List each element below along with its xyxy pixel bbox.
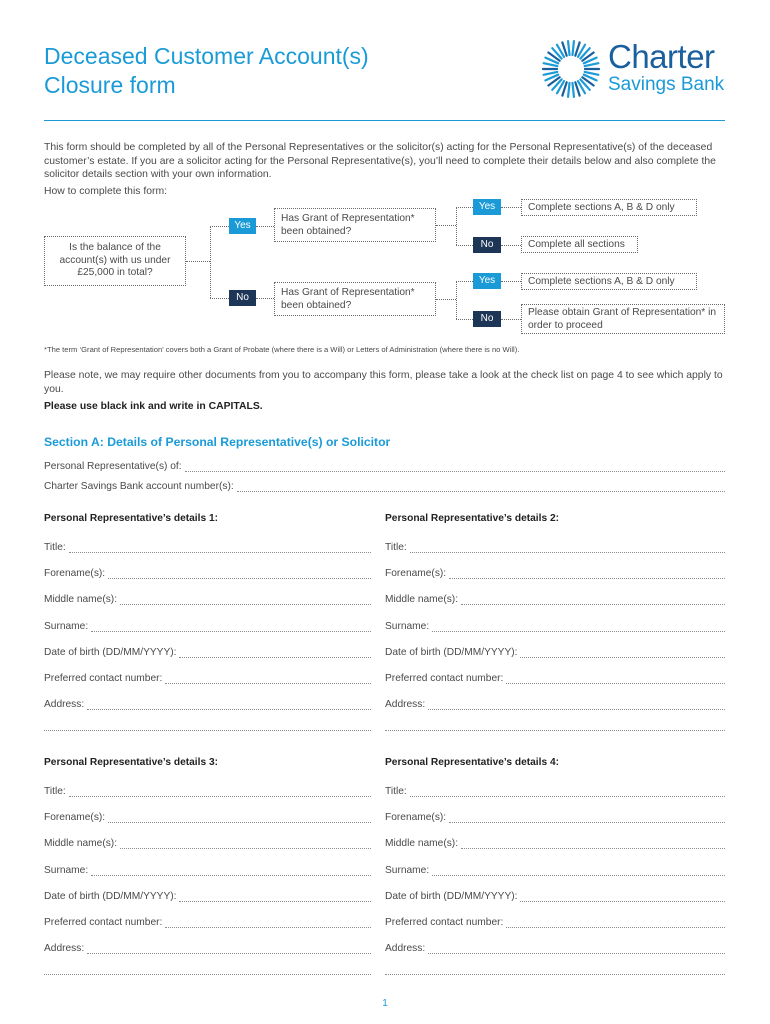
pr4-forenames-line[interactable] (449, 812, 725, 823)
outcome-bottom-no-text: Please obtain Grant of Representation* in order to proceed (528, 307, 717, 331)
pr2-middle-line[interactable] (461, 594, 725, 605)
pr2-forenames-line[interactable] (449, 568, 725, 579)
pr1-dob-line[interactable] (179, 647, 371, 658)
pr4-address-line-2[interactable] (385, 974, 725, 975)
yes-badge-grant-top: Yes (473, 199, 501, 215)
pr2-surname-field[interactable] (385, 618, 725, 632)
pr1-contact-label: Preferred contact number: (44, 673, 163, 684)
pr-of-field[interactable] (44, 458, 725, 472)
question-grant-bottom-text: Has Grant of Representation* been obtained? (281, 287, 415, 311)
pr2-middle-field[interactable] (385, 591, 725, 605)
connector (186, 261, 210, 262)
pr4-dob-field[interactable] (385, 888, 725, 902)
connector (456, 245, 473, 246)
pr2-contact-label: Preferred contact number: (385, 673, 504, 684)
pr4-address-field[interactable] (385, 940, 725, 954)
pr4-title-line[interactable] (410, 786, 725, 797)
pr3-address-line-2[interactable] (44, 974, 371, 975)
no-badge-balance: No (229, 290, 256, 306)
connector (436, 299, 456, 300)
bank-logo (540, 38, 730, 102)
pr1-surname-field[interactable] (44, 618, 371, 632)
pr2-surname-line[interactable] (432, 621, 725, 632)
pr1-address-field[interactable] (44, 696, 371, 710)
logo-text-charter: Charter (608, 38, 715, 75)
pr3-dob-field[interactable] (44, 888, 371, 902)
grant-footnote: *The term ‘Grant of Representation’ covers both a Grant of Probate (where there is a Will) or Letters of Administration (where there is no Will). (44, 345, 520, 354)
pr-of-line[interactable] (185, 461, 725, 472)
pr4-middle-line[interactable] (461, 838, 725, 849)
no-badge-grant-bottom: No (473, 311, 501, 327)
connector (501, 319, 521, 320)
question-grant-bottom-box (274, 282, 436, 316)
pr4-contact-label: Preferred contact number: (385, 917, 504, 928)
pr3-forenames-field[interactable] (44, 809, 371, 823)
pr4-middle-field[interactable] (385, 835, 725, 849)
pr4-title-field[interactable] (385, 783, 725, 797)
question-grant-top-text: Has Grant of Representation* been obtained? (281, 213, 415, 237)
pr2-address-label: Address: (385, 699, 426, 711)
connector (501, 207, 521, 208)
connector (456, 281, 457, 319)
pr-details-1-heading: Personal Representative’s details 1: (44, 513, 219, 524)
pr3-contact-line[interactable] (165, 917, 371, 928)
pr3-title-label: Title: (44, 786, 66, 797)
sunburst-ray (572, 41, 573, 55)
pr3-surname-field[interactable] (44, 862, 371, 876)
logo-text-savings-bank: Savings Bank (608, 74, 725, 95)
sunburst-icon (540, 38, 602, 100)
connector (256, 298, 274, 299)
connector (456, 207, 457, 245)
pr1-forenames-line[interactable] (108, 568, 371, 579)
no-badge-grant-top: No (473, 237, 501, 253)
pr1-forenames-field[interactable] (44, 565, 371, 579)
pr1-middle-field[interactable] (44, 591, 371, 605)
pr3-surname-line[interactable] (91, 865, 371, 876)
sunburst-ray (544, 63, 558, 66)
pr2-forenames-field[interactable] (385, 565, 725, 579)
header-divider (44, 120, 725, 121)
account-number-label: Charter Savings Bank account number(s): (44, 481, 234, 492)
pr1-address-label: Address: (44, 699, 85, 711)
pr1-surname-line[interactable] (91, 621, 371, 632)
connector (456, 207, 473, 208)
pr1-address-line[interactable] (87, 699, 371, 710)
pr-details-2-heading: Personal Representative’s details 2: (385, 513, 560, 524)
page-number: 1 (382, 998, 388, 1009)
pr1-middle-label: Middle name(s): (44, 594, 118, 606)
pr1-contact-line[interactable] (165, 673, 371, 684)
yes-badge-balance: Yes (229, 218, 256, 234)
pr3-title-field[interactable] (44, 783, 371, 797)
pr1-surname-label: Surname: (44, 620, 89, 632)
pr4-surname-label: Surname: (385, 864, 430, 876)
sunburst-ray (572, 83, 573, 97)
pr4-address-line[interactable] (428, 943, 725, 954)
connector (256, 226, 274, 227)
question-balance-box (44, 236, 186, 286)
pr2-address-line-2[interactable] (385, 730, 725, 731)
pr4-surname-line[interactable] (432, 865, 725, 876)
pr-of-label: Personal Representative(s) of: (44, 461, 182, 472)
connector (210, 298, 229, 299)
pr2-dob-line[interactable] (520, 647, 725, 658)
form-title-line1: Deceased Customer Account(s) (44, 43, 369, 69)
pr1-title-line[interactable] (69, 542, 371, 553)
pr1-title-label: Title: (44, 542, 66, 553)
pr1-middle-line[interactable] (120, 594, 371, 605)
pr2-contact-line[interactable] (506, 673, 725, 684)
pr1-contact-field[interactable] (44, 670, 371, 684)
connector (501, 245, 521, 246)
pr3-middle-label: Middle name(s): (44, 838, 118, 850)
outcome-bottom-yes-box (521, 273, 697, 290)
pr3-forenames-line[interactable] (108, 812, 371, 823)
question-balance-text: Is the balance of the account(s) with us under £25,000 in total? (59, 242, 171, 278)
howto-label: How to complete this form: (44, 186, 167, 197)
pr1-dob-field[interactable] (44, 644, 371, 658)
pr1-dob-label: Date of birth (DD/MM/YYYY): (44, 646, 177, 658)
pr3-address-field[interactable] (44, 940, 371, 954)
pr2-address-line[interactable] (428, 699, 725, 710)
form-title (44, 42, 369, 100)
question-grant-top-box (274, 208, 436, 242)
section-a-title: Section A: Details of Personal Representative(s) or Solicitor (44, 435, 391, 449)
outcome-top-no-box (521, 236, 638, 253)
connector (501, 281, 521, 282)
sunburst-ray (568, 41, 569, 55)
pr4-surname-field[interactable] (385, 862, 725, 876)
pr3-address-label: Address: (44, 943, 85, 955)
pr1-address-line-2[interactable] (44, 730, 371, 731)
outcome-bottom-yes-text: Complete sections A, B & D only (528, 276, 675, 287)
pr3-contact-label: Preferred contact number: (44, 917, 163, 928)
outcome-top-no-text: Complete all sections (528, 239, 625, 250)
pr3-forenames-label: Forename(s): (44, 812, 106, 824)
outcome-bottom-no-box (521, 304, 725, 334)
pr4-contact-line[interactable] (506, 917, 725, 928)
intro-paragraph: This form should be completed by all of the Personal Representatives or the solicitor(s) acting for the Personal Representative(s) of the deceased customer’s estate. If you are a solicitor acting for the Personal Representative(s), you’ll need to complete their details below and also complete the solicitor details section with your own information. (44, 142, 716, 180)
pr4-address-label: Address: (385, 943, 426, 955)
pr2-surname-label: Surname: (385, 620, 430, 632)
form-title-line2: Closure form (44, 72, 176, 98)
connector (456, 319, 473, 320)
ink-instruction: Please use black ink and write in CAPITALS. (44, 401, 263, 412)
pr3-surname-label: Surname: (44, 864, 89, 876)
pr2-address-field[interactable] (385, 696, 725, 710)
pr1-forenames-label: Forename(s): (44, 568, 106, 580)
pr3-middle-field[interactable] (44, 835, 371, 849)
connector (436, 225, 456, 226)
sunburst-ray (585, 63, 599, 66)
pr4-dob-line[interactable] (520, 891, 725, 902)
pr4-forenames-label: Forename(s): (385, 812, 447, 824)
pr4-dob-label: Date of birth (DD/MM/YYYY): (385, 890, 518, 902)
pr2-dob-field[interactable] (385, 644, 725, 658)
pr4-contact-field[interactable] (385, 914, 725, 928)
sunburst-ray (544, 72, 558, 75)
pr2-forenames-label: Forename(s): (385, 568, 447, 580)
pr3-address-line[interactable] (87, 943, 371, 954)
account-number-line[interactable] (237, 481, 725, 492)
outcome-top-yes-text: Complete sections A, B & D only (528, 202, 675, 213)
pr3-contact-field[interactable] (44, 914, 371, 928)
pr2-dob-label: Date of birth (DD/MM/YYYY): (385, 646, 518, 658)
pr3-title-line[interactable] (69, 786, 371, 797)
pr2-title-label: Title: (385, 542, 407, 553)
pr2-title-line[interactable] (410, 542, 725, 553)
sunburst-ray (585, 72, 599, 75)
connector (456, 281, 473, 282)
connector (210, 226, 229, 227)
account-number-field[interactable] (44, 478, 725, 492)
pr3-dob-line[interactable] (179, 891, 371, 902)
pr2-title-field[interactable] (385, 539, 725, 553)
yes-badge-grant-bottom: Yes (473, 273, 501, 289)
pr-details-3-heading: Personal Representative’s details 3: (44, 757, 219, 768)
pr4-middle-label: Middle name(s): (385, 838, 459, 850)
pr-details-4-heading: Personal Representative’s details 4: (385, 757, 560, 768)
pr4-forenames-field[interactable] (385, 809, 725, 823)
pr2-contact-field[interactable] (385, 670, 725, 684)
checklist-note: Please note, we may require other documents from you to accompany this form, please take a look at the check list on page 4 to see which apply to you. (44, 370, 723, 395)
connector (210, 226, 211, 298)
outcome-top-yes-box (521, 199, 697, 216)
sunburst-ray (568, 83, 569, 97)
pr1-title-field[interactable] (44, 539, 371, 553)
pr3-middle-line[interactable] (120, 838, 371, 849)
pr3-dob-label: Date of birth (DD/MM/YYYY): (44, 890, 177, 902)
pr2-middle-label: Middle name(s): (385, 594, 459, 606)
pr4-title-label: Title: (385, 786, 407, 797)
